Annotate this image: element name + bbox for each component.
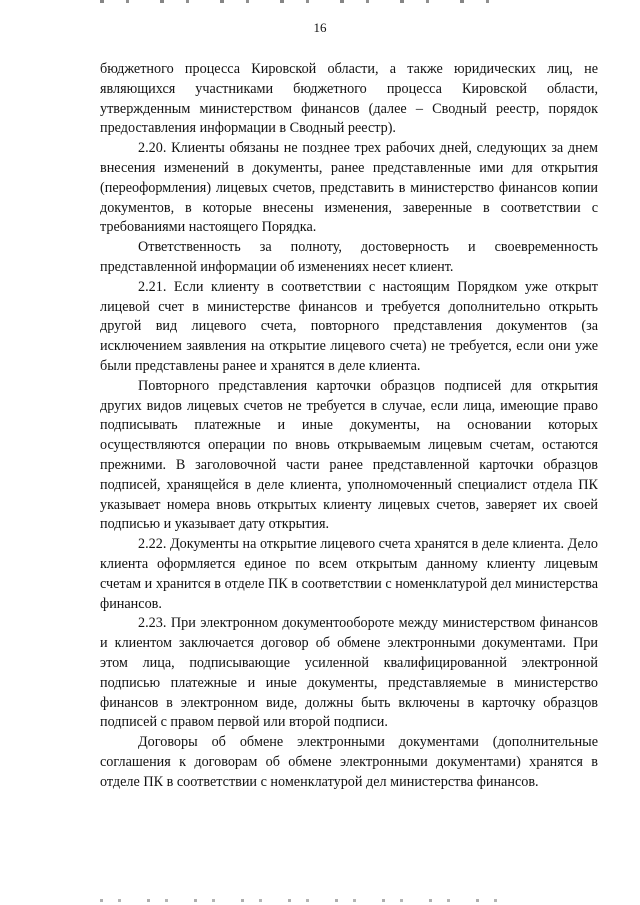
document-body bbox=[100, 60, 598, 792]
page-number: 16 bbox=[313, 20, 327, 35]
paragraph-agreements: Договоры об обмене электронными документами (дополнительные соглашения к договорам об обмене электронными документами) хранятся в отделе ПК в соответствии с номенклатурой дел министерства финансов. bbox=[100, 734, 598, 790]
paragraph-2-20: 2.20. Клиенты обязаны не позднее трех рабочих дней, следующих за днем внесения изменений в документы, ранее представленные ими для открытия (переоформления) лицевых счетов, представить в министерство финансов копии документов, в которые внесены изменения, заверенные в соответствии с требованиями настоящего Порядка. bbox=[100, 140, 598, 236]
paragraph-2-23: 2.23. При электронном документообороте между министерством финансов и клиентом заключается договор об обмене электронными документами. При этом лица, подписывающие усиленной квалифицированной электронной подписью платежные и иные документы, представляемые в министерство финансов в электронном виде, должны быть включены в карточку образцов подписей с правом первой или второй подписи. bbox=[100, 615, 598, 731]
paragraph-2-21: 2.21. Если клиенту в соответствии с настоящим Порядком уже открыт лицевой счет в министерстве финансов и требуется дополнительно открыть другой вид лицевого счета, повторного представления документов (за исключением заявления на открытие лицевого счета) не требуется, если они уже были представлены ранее и хранятся в деле клиента. bbox=[100, 278, 598, 374]
paragraph-responsibility: Ответственность за полноту, достоверность и своевременность представленной информации об изменениях несет клиент. bbox=[100, 239, 598, 275]
paragraph-2-22: 2.22. Документы на открытие лицевого счета хранятся в деле клиента. Дело клиента оформляется единое по всем открытым данному клиенту лицевым счетам и хранится в отделе ПК в соответствии с номенклатурой дел министерства финансов. bbox=[100, 536, 598, 612]
paragraph-signature-card: Повторного представления карточки образцов подписей для открытия других видов лицевых счетов не требуется в случае, если лица, имеющие право подписывать платежные и иные документы, на основании которых осуществляются операции по вновь открываемым лицевым счетам, остаются прежними. В заголовочной части ранее представленной карточки образцов подписей, хранящейся в деле клиента, уполномоченный специалист отдела ПК указывает номера вновь открытых клиенту лицевых счетов, заверяет их своей подписью и указывает дату открытия. bbox=[100, 377, 598, 533]
scan-artifact-bottom bbox=[100, 899, 520, 902]
scan-artifact-top bbox=[100, 0, 520, 3]
paragraph-continuation: бюджетного процесса Кировской области, а также юридических лиц, не являющихся участниками бюджетного процесса Кировской области, утвержденным министерством финансов (далее – Сводный реестр, порядок предоставления информации в Сводный реестр). bbox=[100, 61, 598, 137]
